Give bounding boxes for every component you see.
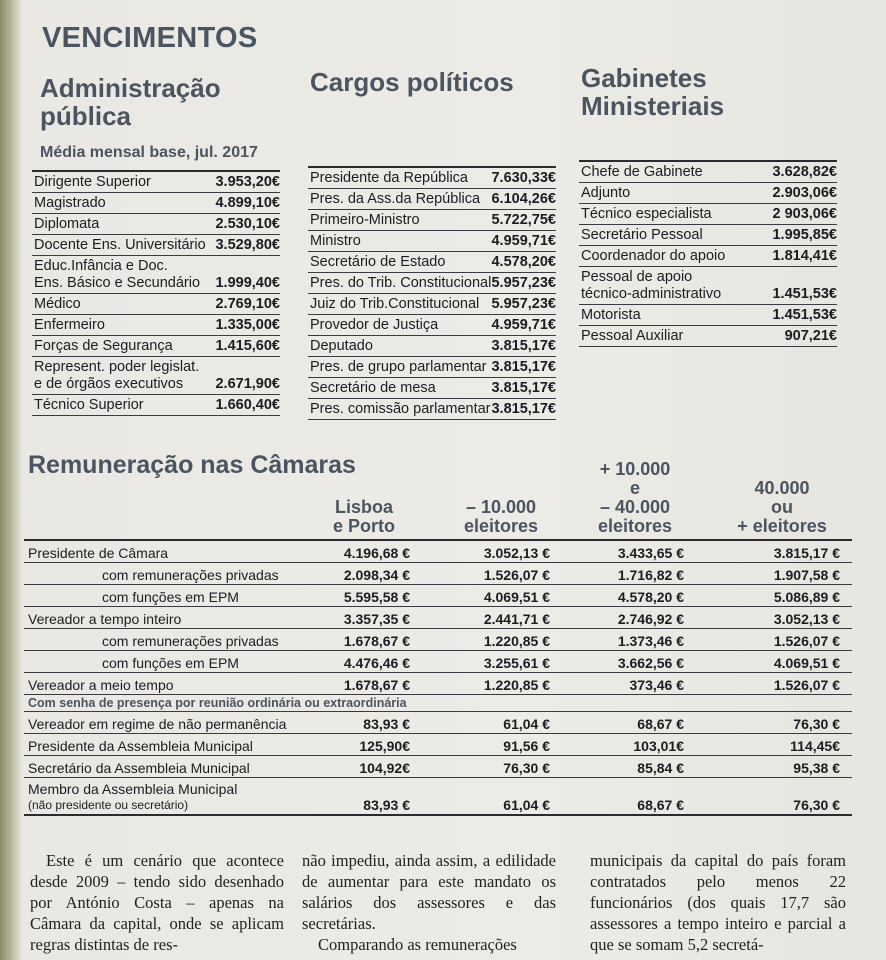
article-paragraph: municipais da capital do país foram contratados pelo menos 22 funcionários (dos quais 17,7 são assessores a tempo inteiro e parcial a que se somam 5,2 secretá- [590,851,846,954]
article-paragraph: Este é um cenário que acontece desde 2009 – tendo sido desenhado por António Costa – apenas na Câmara da capital, onde se aplicam regras distintas de res- [30,851,284,954]
camaras-heading: Remuneração nas Câmaras [28,451,356,479]
row-value: 4.578,20€ [491,254,556,270]
row-label: Deputado [310,338,373,354]
row-label: Vereador em regime de não permanência [28,716,287,732]
table-row [308,189,556,210]
row-value: 6.104,26€ [491,191,556,207]
table-row [24,563,852,585]
table-row [308,168,556,189]
row-label: Forças de Segurança [34,338,173,354]
table-row [32,357,280,395]
row-value: 2.671,90€ [215,376,280,392]
article-column-1 [30,850,284,955]
value-over-40000: 3.052,13 € [773,611,840,627]
value-10000-40000: 68,67 € [637,797,684,813]
value-10000-40000: 85,84 € [637,760,684,776]
row-value: 5.957,23€ [491,296,556,312]
gabinetes-heading: Gabinetes Ministeriais [581,63,725,121]
table-row [308,231,556,252]
row-value: 3.529,80€ [215,237,280,253]
row-label: Adjunto [581,185,631,201]
row-value: 4.899,10€ [215,195,280,211]
row-value: 2 903,06€ [772,206,837,222]
row-label: Presidente de Câmara [28,545,169,561]
table-row [32,235,280,256]
gabinetes-salary-table [579,160,837,347]
row-label: Presidente da República [310,170,468,186]
row-label: Dirigente Superior [34,174,151,190]
table-row [579,267,837,305]
table-row [579,326,837,347]
table-row [32,214,280,235]
row-label: Enfermeiro [34,317,105,333]
table-row [308,252,556,273]
row-value: 1.451,53€ [772,286,837,302]
row-value: 2.903,06€ [772,185,837,201]
table-row [308,399,556,420]
table-row [24,756,852,778]
table-row [308,336,556,357]
row-label: Magistrado [34,195,106,211]
row-value: 1.335,00€ [215,317,280,333]
value-under-10000: 61,04 € [503,716,550,732]
value-10000-40000: 3.662,56 € [617,655,684,671]
row-label: com remunerações privadas [102,633,279,649]
row-label: Diplomata [34,216,100,232]
row-value: 5.722,75€ [491,212,556,228]
table-row [308,378,556,399]
row-label: Presidente da Assembleia Municipal [28,738,253,754]
value-10000-40000: 103,01€ [633,738,684,754]
admin-salary-table [32,170,280,416]
table-row [24,778,852,816]
row-label: com funções em EPM [102,655,239,671]
row-value: 3.815,17€ [491,359,556,375]
table-row [579,305,837,326]
row-label: Pessoal de apoio técnico-administrativo [581,269,722,302]
row-value: 1.660,40€ [215,397,280,413]
row-label: Secretário de Estado [310,254,446,270]
table-row [308,315,556,336]
table-row [579,183,837,204]
row-value: 4.959,71€ [491,233,556,249]
value-over-40000: 5.086,89 € [773,589,840,605]
row-label: Docente Ens. Universitário [34,237,206,253]
table-row [24,629,852,651]
row-label: Técnico Superior [34,397,144,413]
value-over-40000: 76,30 € [793,797,840,813]
page-title: VENCIMENTOS [42,22,258,54]
value-over-40000: 1.526,07 € [773,677,840,693]
table-row [579,225,837,246]
value-lisboa-porto: 1.678,67 € [343,677,410,693]
admin-heading: Administração pública [40,73,221,131]
table-row [32,256,280,294]
value-10000-40000: 2.746,92 € [617,611,684,627]
row-label: com remunerações privadas [102,567,279,583]
value-lisboa-porto: 104,92€ [359,760,410,776]
row-label: Motorista [581,307,641,323]
row-value: 7.630,33€ [491,170,556,186]
row-label: Vereador a tempo inteiro [28,611,182,627]
column-header-over-40000: 40.000 ou + eleitores [737,478,827,536]
value-lisboa-porto: 1.678,67 € [343,633,410,649]
row-label: Ministro [310,233,361,249]
value-under-10000: 1.220,85 € [483,677,550,693]
value-10000-40000: 1.716,82 € [617,567,684,583]
value-over-40000: 114,45€ [790,738,840,754]
politicos-salary-table [308,166,556,420]
row-value: 3.953,20€ [215,174,280,190]
row-value: 1.814,41€ [772,248,837,264]
table-row [24,585,852,607]
value-over-40000: 4.069,51 € [773,655,840,671]
row-label: Médico [34,296,81,312]
table-row [32,315,280,336]
table-row [24,673,852,695]
row-label: Secretário de mesa [310,380,436,396]
member-label: Membro da Assembleia Municipal [28,781,238,797]
row-value: 1.999,40€ [215,275,280,291]
row-label: Juiz do Trib.Constitucional [310,296,480,312]
newspaper-page [14,0,886,960]
table-row [579,204,837,225]
row-label: Pres. comissão parlamentar [310,401,491,417]
row-value: 1.995,85€ [772,227,837,243]
value-lisboa-porto: 4.196,68 € [343,545,410,561]
row-value: 907,21€ [784,328,837,344]
value-lisboa-porto: 3.357,35 € [343,611,410,627]
value-under-10000: 91,56 € [503,738,550,754]
member-note: (não presidente ou secretário) [28,798,189,812]
value-10000-40000: 3.433,65 € [617,545,684,561]
table-row [32,395,280,416]
value-10000-40000: 1.373,46 € [617,633,684,649]
row-label [28,782,237,813]
row-label: Secretário da Assembleia Municipal [28,760,250,776]
row-value: 2.530,10€ [215,216,280,232]
value-under-10000: 76,30 € [503,760,550,776]
column-header-lisboa-porto: Lisboa e Porto [332,497,395,536]
table-row [24,607,852,629]
table-row [24,712,852,734]
row-label: Vereador a meio tempo [28,677,174,693]
value-under-10000: 4.069,51 € [483,589,550,605]
table-row [32,294,280,315]
politicos-heading: Cargos políticos [310,67,514,97]
value-over-40000: 95,38 € [793,760,840,776]
value-lisboa-porto: 125,90€ [359,738,410,754]
table-row [579,246,837,267]
row-value: 3.815,17€ [491,401,556,417]
table-row [32,172,280,193]
row-value: 5.957,23€ [491,275,556,291]
row-value: 1.415,60€ [215,338,280,354]
value-lisboa-porto: 2.098,34 € [343,567,410,583]
article-paragraph: não impediu, ainda assim, a edilidade de aumentar para este mandato os salários dos assessores e das secretárias. [302,851,556,933]
value-under-10000: 1.220,85 € [483,633,550,649]
table-row [24,734,852,756]
senha-note: Com senha de presença por reunião ordinária ou extraordinária [24,695,852,712]
table-row [24,651,852,673]
row-value: 4.959,71€ [491,317,556,333]
column-header-under-10000: – 10.000 eleitores [463,497,539,536]
value-under-10000: 3.052,13 € [483,545,550,561]
article-column-3 [590,850,846,955]
row-label: Provedor de Justiça [310,317,439,333]
value-10000-40000: 68,67 € [637,716,684,732]
column-header-10000-40000: + 10.000 e – 40.000 eleitores [597,459,673,536]
value-lisboa-porto: 5.595,58 € [343,589,410,605]
article-paragraph: Comparando as remunerações [318,935,517,954]
row-label: Técnico especialista [581,206,712,222]
row-value: 1.451,53€ [772,307,837,323]
value-10000-40000: 4.578,20 € [617,589,684,605]
row-label: Pessoal Auxiliar [581,328,684,344]
row-label: Secretário Pessoal [581,227,703,243]
value-lisboa-porto: 83,93 € [363,797,410,813]
row-label: com funções em EPM [102,589,239,605]
row-value: 3.628,82€ [772,164,837,180]
value-over-40000: 1.907,58 € [773,567,840,583]
article-column-2 [302,850,556,955]
value-over-40000: 1.526,07 € [773,633,840,649]
table-row [32,193,280,214]
value-lisboa-porto: 83,93 € [363,716,410,732]
row-label: Coordenador do apoio [581,248,726,264]
table-row [308,294,556,315]
value-under-10000: 3.255,61 € [483,655,550,671]
value-under-10000: 2.441,71 € [483,611,550,627]
admin-subheading: Média mensal base, jul. 2017 [40,144,258,161]
value-10000-40000: 373,46 € [629,677,684,693]
row-label: Educ.Infância e Doc. Ens. Básico e Secundário [34,258,201,291]
row-value: 3.815,17€ [491,338,556,354]
value-lisboa-porto: 4.476,46 € [343,655,410,671]
row-label: Pres. do Trib. Constitucional [310,275,492,291]
value-under-10000: 1.526,07 € [483,567,550,583]
row-label: Chefe de Gabinete [581,164,703,180]
table-row [308,273,556,294]
table-row [579,162,837,183]
row-value: 2.769,10€ [215,296,280,312]
table-row [308,357,556,378]
row-value: 3.815,17€ [491,380,556,396]
value-over-40000: 76,30 € [793,716,840,732]
table-row [24,541,852,563]
value-under-10000: 61,04 € [503,797,550,813]
table-row [308,210,556,231]
row-label: Pres. da Ass.da República [310,191,481,207]
row-label: Pres. de grupo parlamentar [310,359,487,375]
value-over-40000: 3.815,17 € [773,545,840,561]
row-label: Primeiro-Ministro [310,212,420,228]
row-label: Represent. poder legislat. e de órgãos executivos [34,359,200,392]
table-row [32,336,280,357]
camaras-salary-table [24,539,852,816]
